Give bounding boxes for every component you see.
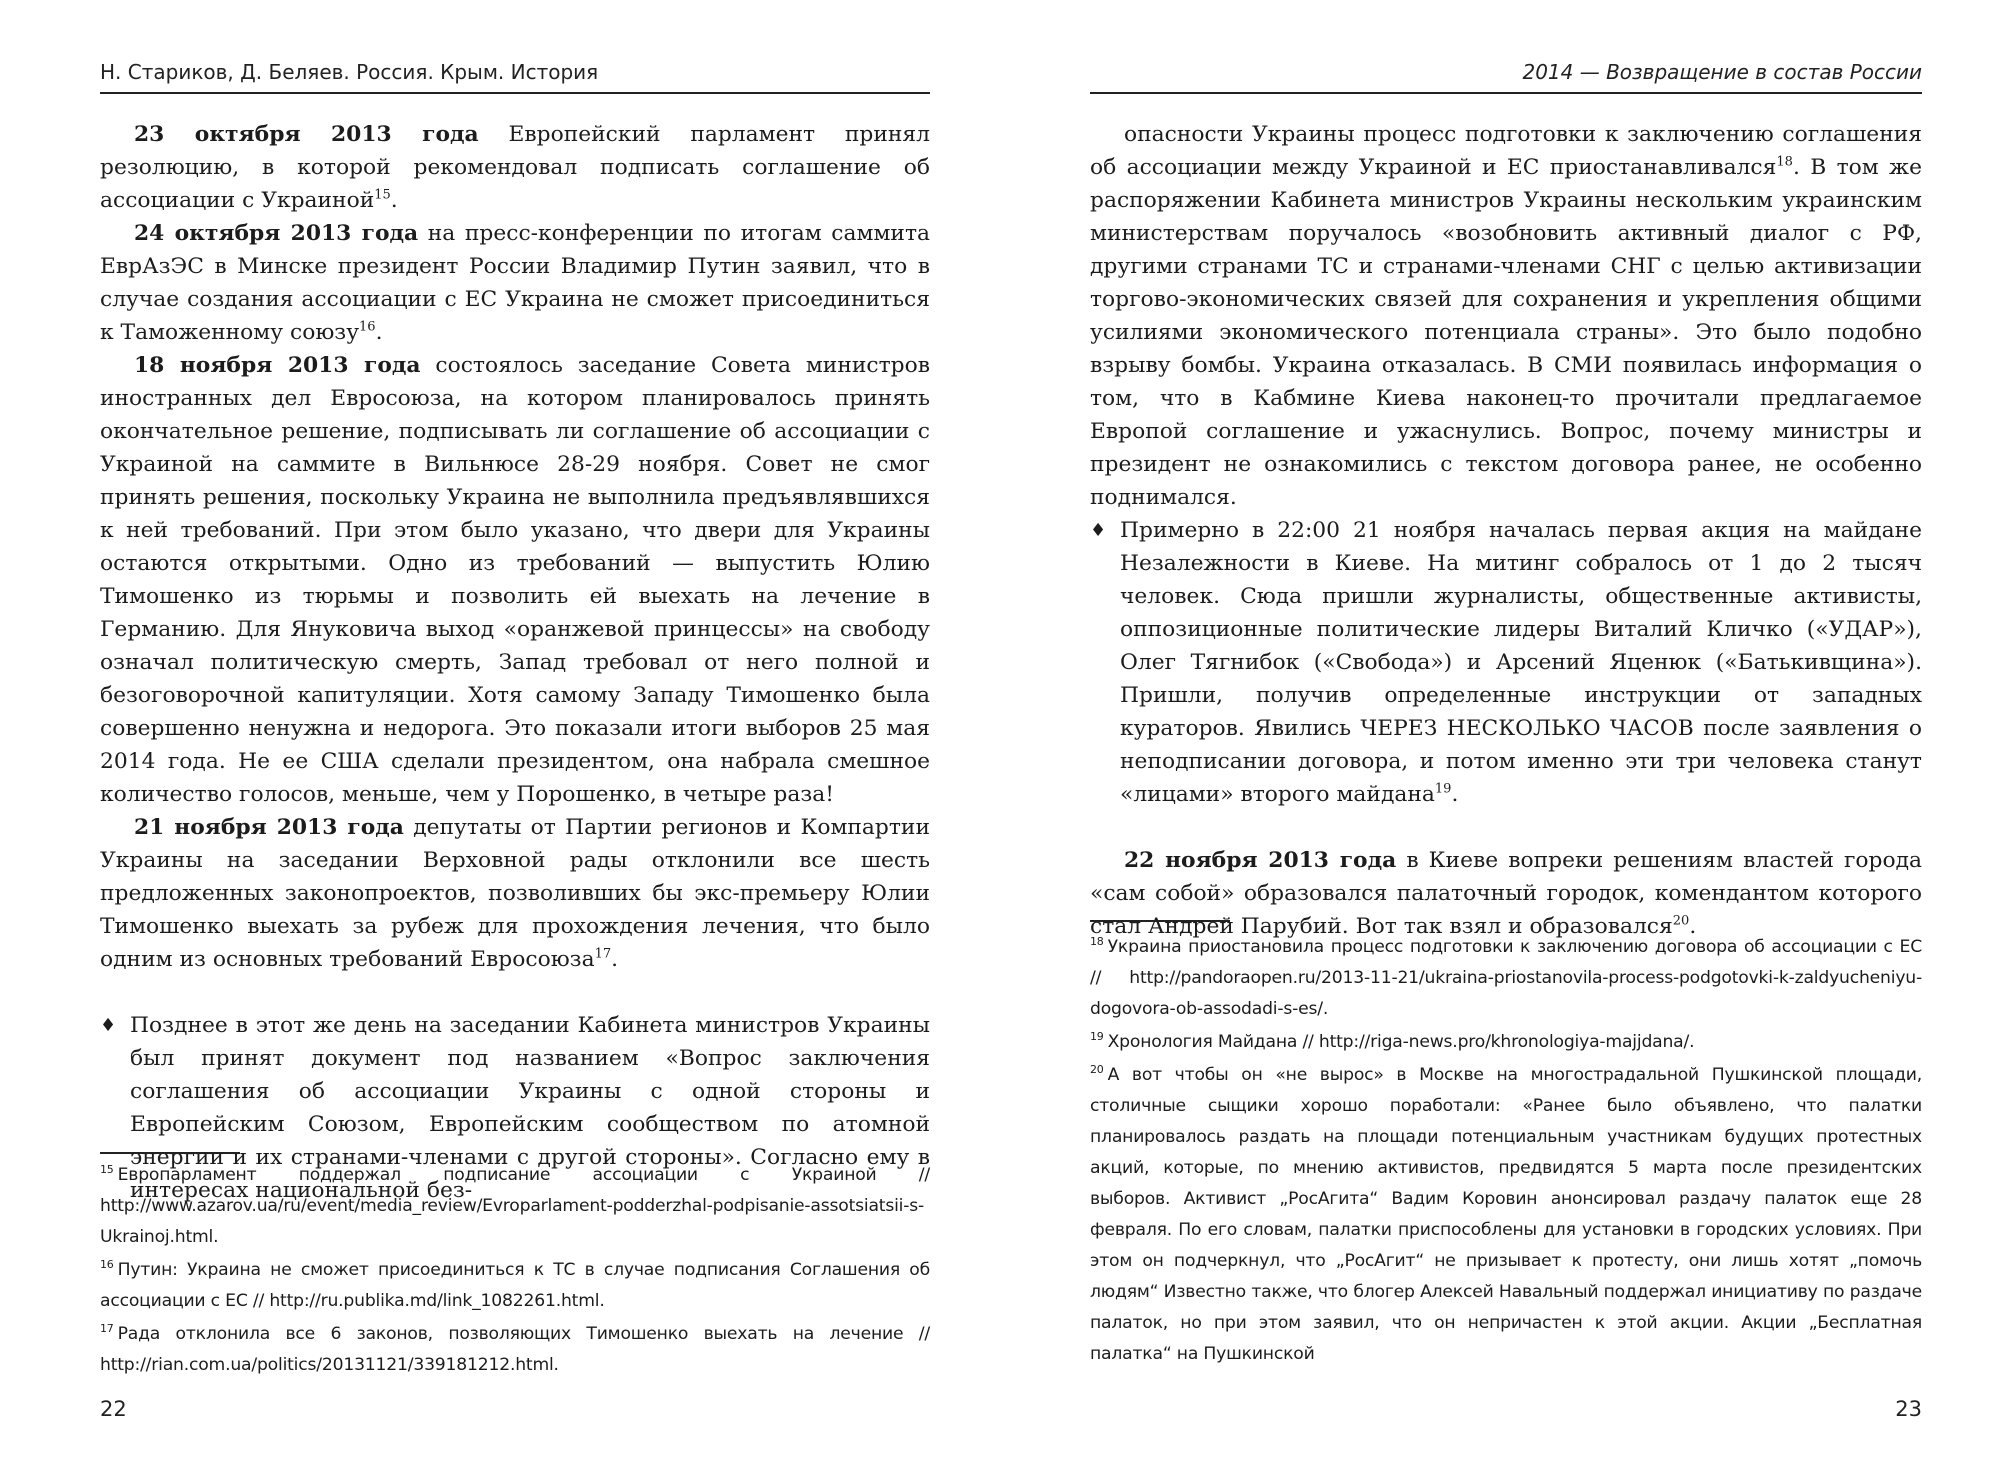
paragraph-oct-23: 23 октября 2013 года Европейский парламент принял резолюцию, в которой рекомендовал подписать соглашение об ассоциации с Украиной$^{15}$. <box>100 122 930 213</box>
date-label: 23 октября 2013 года <box>134 122 479 147</box>
date-label: 18 ноября 2013 года <box>134 353 421 378</box>
footnote-ref-20[interactable]: 20 <box>1672 913 1690 929</box>
footnote-ref-18[interactable]: 18 <box>1776 154 1793 170</box>
running-head-left: Н. Стариков, Д. Беляев. Россия. Крым. История <box>100 60 930 94</box>
footnote-18: $^{18}$ Украина приостановила процесс подготовки к заключению договора об ассоциации с ЕС // http://pandoraopen.ru/2013-11-21/ukraina-priostanovila-process-podgotovki-k-zaldyucheniyu-dogovora-ob-assodadi-s-es/. <box>1090 935 1922 1019</box>
footnote-ref-16[interactable]: 16 <box>359 319 376 335</box>
right-page <box>1090 0 1922 1477</box>
date-label: 22 ноября 2013 года <box>1124 848 1397 873</box>
footnote-ref-15[interactable]: 15 <box>374 187 391 203</box>
footnote-ref-17[interactable]: 17 <box>594 946 612 962</box>
page-number-left: 22 <box>100 1397 127 1421</box>
footnote-ref-19[interactable]: 19 <box>1434 781 1452 797</box>
right-body-text <box>1090 118 1922 943</box>
left-page <box>100 0 930 1477</box>
footnote-divider <box>100 1152 240 1154</box>
paragraph-nov-22: 22 ноября 2013 года в Киеве вопреки решениям властей города «сам собой» образовался палаточный городок, комендантом которого стал Андрей Парубий. Вот так взял и образовался$^{20}$. <box>1090 848 1922 939</box>
paragraph-oct-24: 24 октября 2013 года на пресс-конференции по итогам саммита ЕврАзЭС в Минске президент России Владимир Путин заявил, что в случае создания ассоциации с ЕС Украина не сможет присоединиться к Таможенному союзу$^{16}$. <box>100 221 930 345</box>
footnote-16: $^{16}$ Путин: Украина не сможет присоединиться к ТС в случае подписания Соглашения об ассоциации с ЕС // http://ru.publika.md/link_1082261.html. <box>100 1258 930 1311</box>
date-label: 21 ноября 2013 года <box>134 815 404 840</box>
diamond-bullet-icon: ♦ <box>1090 520 1107 541</box>
diamond-bullet-icon: ♦ <box>100 1015 117 1036</box>
footnote-20: $^{20}$ А вот чтобы он «не вырос» в Москве на многострадальной Пушкинской площади, столичные сыщики хорошо поработали: «Ранее было объявлено, что палатки планировалось раздать на площади потенциальным участникам будущих протестных акций, которые, по мнению активистов, предвидятся 5 марта после президентских выборов. Активист „РосАгита“ Вадим Коровин анонсировал раздачу палаток еще 28 февраля. По его словам, палатки приспособлены для установки в городских условиях. При этом он подчеркнул, что „РосАгит“ не призывает к протесту, они лишь хотят „помочь людям“ Известно также, что блогер Алексей Навальный поддержал инициативу по раздаче палаток, но при этом заявил, что он непричастен к этой акции. Акции „Бесплатная палатка“ на Пушкинской <box>1090 1063 1922 1364</box>
footnote-17: $^{17}$ Рада отклонила все 6 законов, позволяющих Тимошенко выехать на лечение // http://rian.com.ua/politics/20131121/339181212.html. <box>100 1322 930 1375</box>
left-footnotes <box>100 1160 930 1383</box>
paragraph-nov-18: 18 ноября 2013 года состоялось заседание Совета министров иностранных дел Евросоюза, на котором планировалось принять окончательное решение, подписывать ли соглашение об ассоциации с Украиной на саммите в Вильнюсе 28-29 ноября. Совет не смог принять решения, поскольку Украина не выполнила предъявлявшихся к ней требований. При этом было указано, что двери для Украины остаются открытыми. Одно из требований — выпустить Юлию Тимошенко из тюрьмы и позволить ей выехать на лечение в Германию. Для Януковича выход «оранжевой принцессы» на свободу означал политическую смерть, Запад требовал от него полной и безоговорочной капитуляции. Хотя самому Западу Тимошенко была совершенно ненужна и недорога. Это показали итоги выборов 25 мая 2014 года. Не ее США сделали президентом, она набрала смешное количество голосов, меньше, чем у Порошенко, в четыре раза! <box>100 353 930 807</box>
continuation-paragraph: опасности Украины процесс подготовки к заключению соглашения об ассоциации между Украиной и ЕС приостанавливался$^{18}$. В том же распоряжении Кабинета министров Украины нескольким украинским министерствам поручалось «возобновить активный диалог с РФ, другими странами ТС и странами-членами СНГ с целью активизации торгово-экономических связей для сохранения и укрепления общими усилиями экономического потенциала страны». Это было подобно взрыву бомбы. Украина отказалась. В СМИ появилась информация о том, что в Кабмине Киева наконец-то прочитали предлагаемое Европой соглашение и ужаснулись. Вопрос, почему министры и президент не ознакомились с текстом договора ранее, не особенно поднимался. <box>1090 122 1923 510</box>
date-label: 24 октября 2013 года <box>134 221 419 246</box>
page-number-right: 23 <box>1895 1397 1922 1421</box>
left-body-text <box>100 118 930 1207</box>
bullet-item-maidan: ♦ Примерно в 22:00 21 ноября началась первая акция на майдане Незалежности в Киеве. На митинг собралось от 1 до 2 тысяч человек. Сюда пришли журналисты, общественные активисты, оппозиционные политические лидеры Виталий Кличко («УДАР»), Олег Тягнибок («Свобода») и Арсений Яценюк («Батькивщина»). Пришли, получив определенные инструкции от западных кураторов. Явились ЧЕРЕЗ НЕСКОЛЬКО ЧАСОВ после заявления о неподписании договора, и потом именно эти три человека станут «лицами» второго майдана$^{19}$. <box>1090 514 1922 811</box>
bullet-item-cabinet: ♦ Позднее в этот же день на заседании Кабинета министров Украины был принят документ под названием «Вопрос заключения соглашения об ассоциации Украины с одной стороны и Европейским Союзом, Европейским сообществом по атомной энергии и их странами-членами с другой стороны». Согласно ему в интересах национальной без- <box>100 1009 930 1207</box>
footnote-15: $^{15}$ Европарламент поддержал подписание ассоциации с Украиной // http://www.azarov.ua/ru/event/media_review/Evroparlament-podderzhal-podpisanie-assotsiatsii-s-Ukrainoj.html. <box>100 1163 930 1247</box>
footnote-divider <box>1090 920 1230 922</box>
running-head-right: 2014 — Возвращение в состав России <box>1090 60 1922 94</box>
right-footnotes <box>1090 932 1922 1372</box>
footnote-19: $^{19}$ Хронология Майдана // http://riga-news.pro/khronologiya-majjdana/. <box>1090 1030 1695 1052</box>
paragraph-nov-21: 21 ноября 2013 года депутаты от Партии регионов и Компартии Украины на заседании Верховной рады отклонили все шесть предложенных законопроектов, позволивших бы экс-премьеру Юлии Тимошенко выехать за рубеж для прохождения лечения, что было одним из основных требований Евросоюза$^{17}$. <box>100 815 930 972</box>
